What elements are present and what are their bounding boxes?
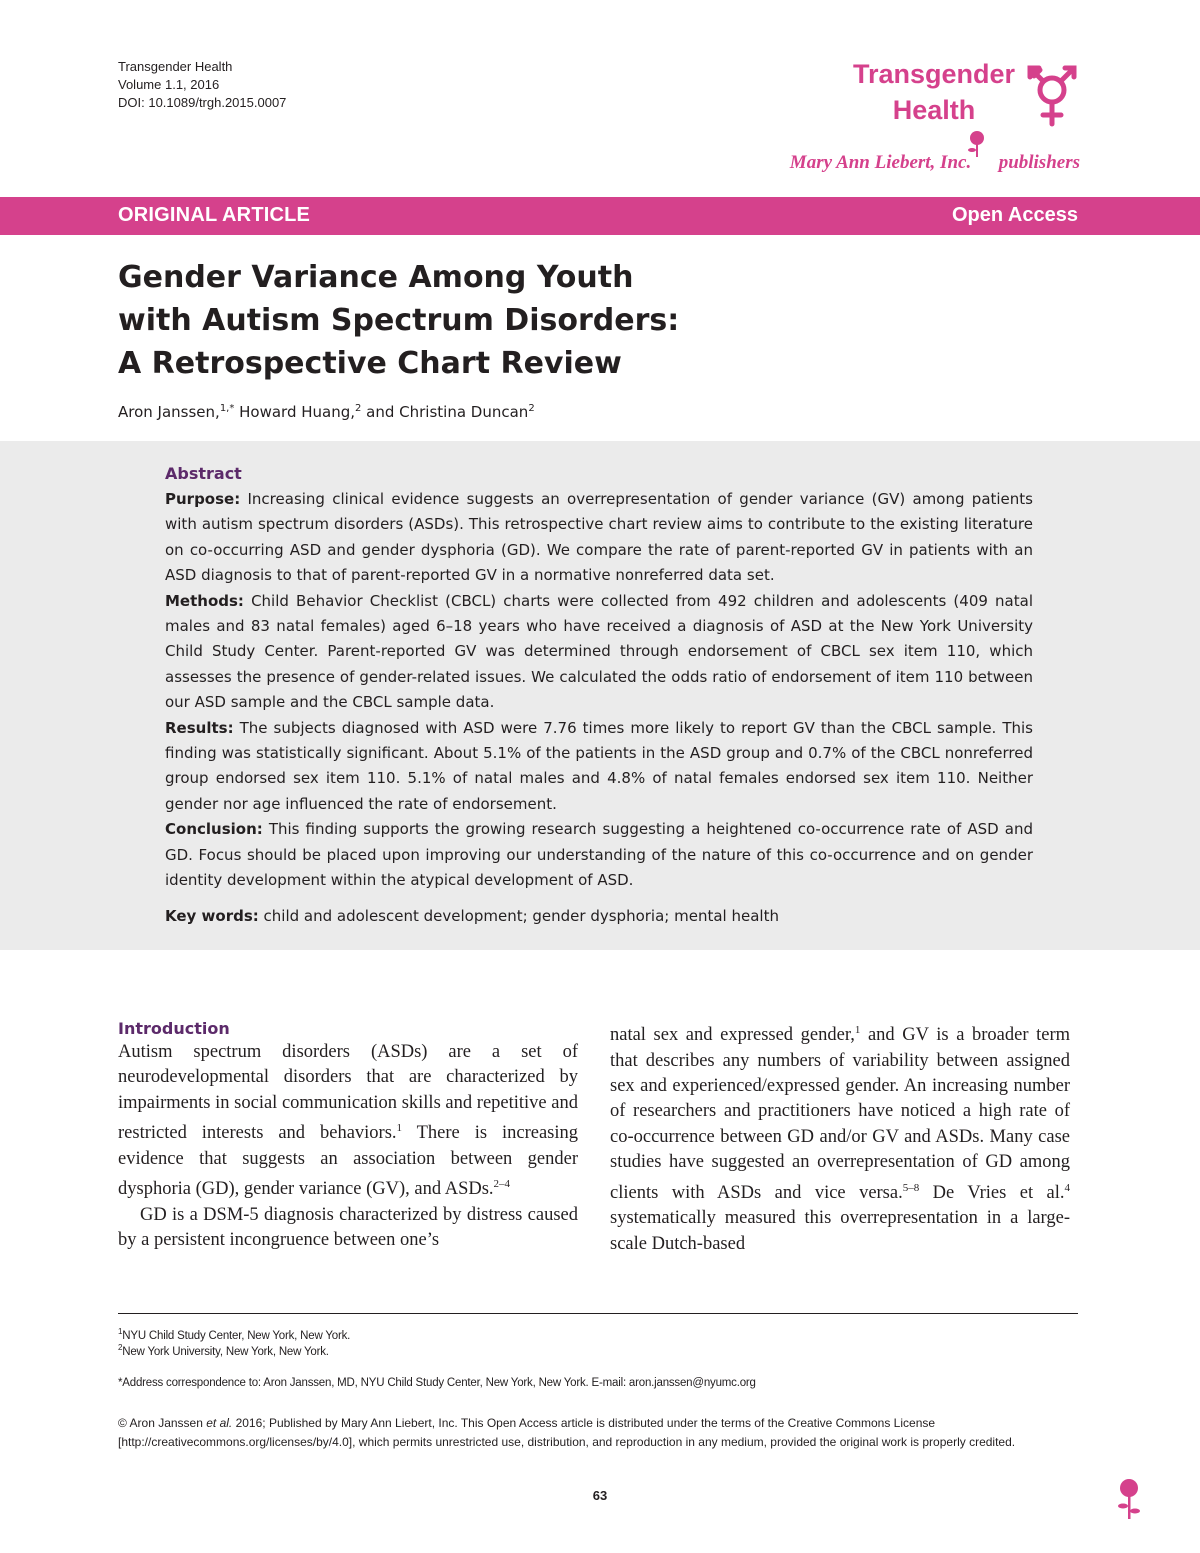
abstract-section [0, 441, 1200, 950]
journal-logo [780, 52, 1080, 192]
open-access-label: Open Access [952, 204, 1078, 226]
body-column-right [610, 1018, 1070, 1257]
abstract-results: Results: The subjects diagnosed with ASD were 7.76 times more likely to report GV than the CBCL sample. This finding was statistically significant. About 5.1% of the patients in the ASD group and 0.7% of the CBCL nonreferred group endorsed sex item 110. 5.1% of natal males and 4.8% of natal females endorsed sex item 110. Neither gender nor age influenced the rate of endorsement. [165, 718, 1033, 813]
abstract-purpose: Purpose: Increasing clinical evidence suggests an overrepresentation of gender variance (GV) among patients with autism spectrum disorders (ASDs). This retrospective chart review aims to contribute to the existing literature on co-occurring ASD and gender dysphoria (GD). We compare the rate of parent-reported GV in patients with an ASD diagnosis to that of parent-reported GV in a normative nonreferred data set. [165, 490, 1033, 585]
transgender-symbol-icon [1024, 60, 1080, 130]
intro-paragraph-2-continued: natal sex and expressed gender,$^1$ and GV is a broader term that describes any numbers of variability between assigned sex and experienced/expressed gender. An increasing number of researchers and practitioners have noticed a high rate of co-occurrence between GD and/or GV and ASDs. Many case studies have suggested an overrepresentation of GD among clients with ASDs and vice versa.$^{5-8}$ De Vries et al.$^4$ systematically measured this overrepresentation in a large-scale Dutch-based [610, 1024, 1070, 1254]
journal-volume: Volume 1.1, 2016 [118, 77, 220, 92]
abstract-heading: Abstract [165, 464, 242, 483]
publisher-name: Mary Ann Liebert, Inc. publishers [789, 152, 1080, 173]
correspondence-note: *Address correspondence to: Aron Janssen, MD, NYU Child Study Center, New York, New York. E-mail: aron.janssen@nyumc.org [118, 1377, 756, 1389]
footnote-divider [118, 1313, 1078, 1314]
introduction-heading: Introduction [118, 1019, 230, 1038]
article-title: Gender Variance Among Youth with Autism Spectrum Disorders: A Retrospective Chart Review [118, 260, 680, 381]
journal-meta [118, 58, 286, 112]
affiliation-1: $^1$NYU Child Study Center, New York, New York. [118, 1327, 351, 1342]
article-type-banner [0, 197, 1200, 235]
abstract-conclusion: Conclusion: This finding supports the growing research suggesting a heightened co-occurrence rate of ASD and GD. Focus should be placed upon improving our understanding of the nature of this co-occurrence and on gender identity development within the atypical development of ASD. [165, 820, 1033, 890]
intro-paragraph-2: GD is a DSM-5 diagnosis characterized by distress caused by a persistent incongruence between one’s [118, 1204, 578, 1251]
body-column-left [118, 1018, 578, 1254]
author-list: Aron Janssen,$^{1,*}$ Howard Huang,$^2$ and Christina Duncan$^2$ [118, 403, 535, 421]
article-type-label: ORIGINAL ARTICLE [118, 204, 311, 226]
journal-doi: DOI: 10.1089/trgh.2015.0007 [118, 95, 287, 110]
license-statement: © Aron Janssen et al. 2016; Published by Mary Ann Liebert, Inc. This Open Access article is distributed under the terms of the Creative Commons License [http://creativecommons.org/licenses/by/4.0], which permits unrestricted use, distribution, and reproduction in any medium, provided the original work is properly credited. [118, 1416, 1016, 1449]
intro-paragraph-1: Autism spectrum disorders (ASDs) are a set of neurodevelopmental disorders that are characterized by impairments in social communication skills and repetitive and restricted interests and behaviors.$^1$ There is increasing evidence that suggests an association between gender dysphoria (GD), gender variance (GV), and ASDs.$^{2-4}$ [118, 1042, 578, 1200]
rose-icon [1116, 1478, 1142, 1520]
journal-name: Transgender Health [118, 59, 233, 74]
abstract-methods: Methods: Child Behavior Checklist (CBCL) charts were collected from 492 children and adolescents (409 natal males and 83 natal females) aged 6–18 years who have received a diagnosis of ASD at the New York University Child Study Center. Parent-reported GV was determined through endorsement of CBCL sex item 110, which assesses the presence of gender-related issues. We calculated the odds ratio of endorsement of item 110 between our ASD sample and the CBCL sample data. [165, 591, 1033, 712]
logo-text: Transgender Health [852, 59, 1015, 125]
abstract-keywords: Key words: child and adolescent development; gender dysphoria; mental health [165, 906, 779, 925]
affiliation-2: $^2$New York University, New York, New York. [118, 1343, 329, 1358]
page-number: 63 [592, 1488, 608, 1503]
